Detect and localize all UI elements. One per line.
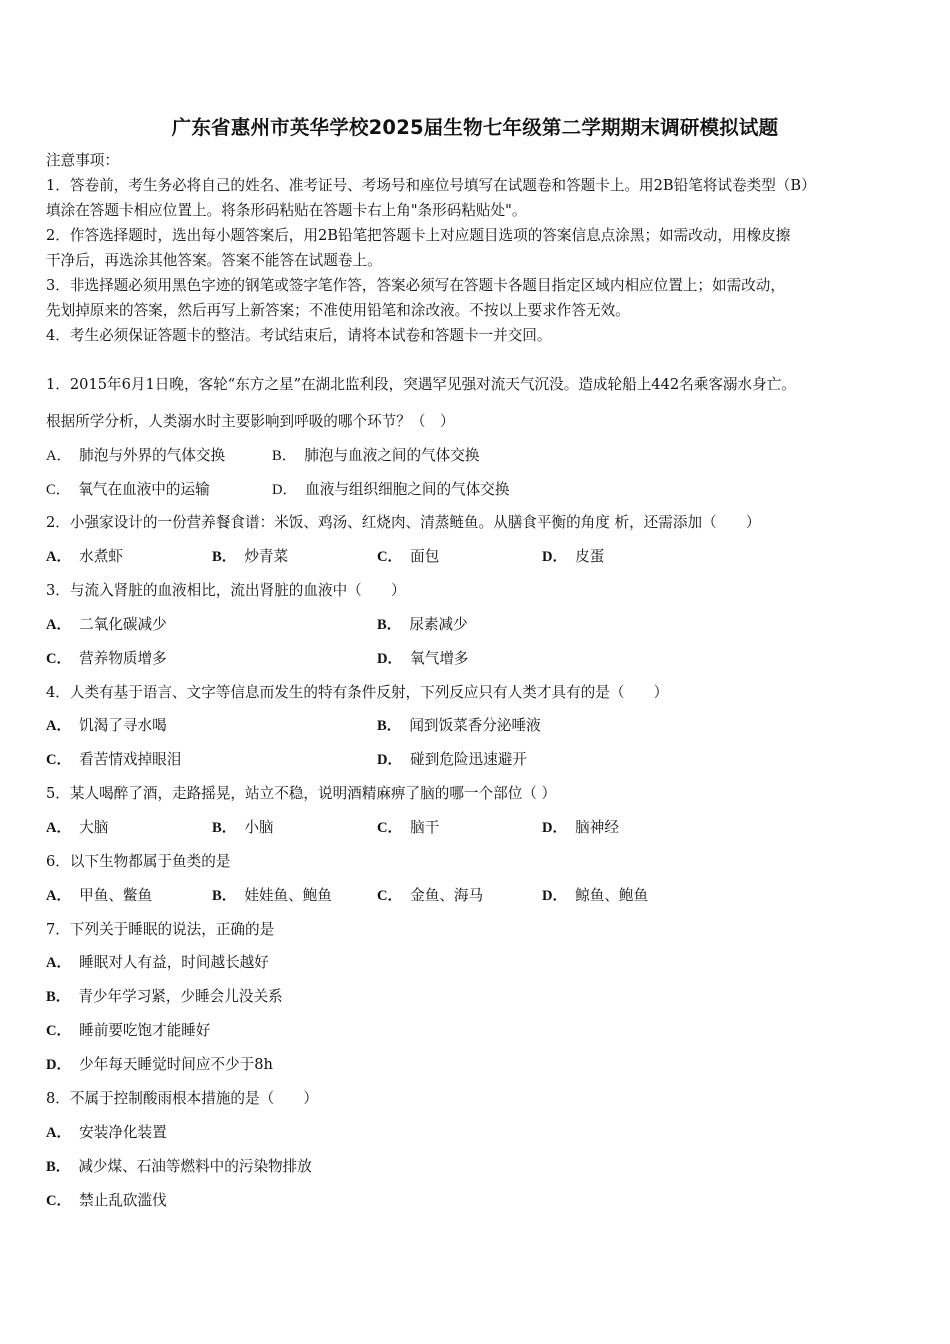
- option-text: 氧气在血液中的运输: [78, 481, 210, 498]
- option-text: 减少煤、石油等燃料中的污染物排放: [78, 1158, 312, 1175]
- question-1-option-a: [46, 446, 225, 466]
- notice-heading: 注意事项：: [46, 152, 119, 169]
- option-text: 血液与组织细胞之间的气体交换: [305, 481, 510, 498]
- option-letter: A．: [46, 955, 72, 971]
- option-letter: B．: [212, 820, 237, 836]
- option-text: 青少年学习紧，少睡会儿没关系: [78, 988, 283, 1005]
- option-text: 甲鱼、鳖鱼: [79, 887, 153, 904]
- question-7-option-b: [46, 987, 283, 1007]
- question-2-stem: 2．小强家设计的一份营养餐食谱：米饭、鸡汤、红烧肉、清蒸鲢鱼。从膳食平衡的角度 析，还需添加（ ）: [46, 514, 761, 531]
- option-text: 尿素减少: [409, 616, 468, 633]
- question-3-option-a: [46, 615, 167, 635]
- question-2-option-c: [377, 547, 439, 567]
- option-letter: D．: [46, 1057, 72, 1073]
- notice-line: 干净后，再选涂其他答案。答案不能答在试题卷上。: [46, 252, 382, 269]
- question-4-option-c: [46, 750, 181, 770]
- option-letter: D．: [377, 651, 403, 667]
- question-8-stem: 8．不属于控制酸雨根本措施的是（ ）: [46, 1090, 318, 1107]
- option-text: 碰到危险迅速避开: [410, 751, 527, 768]
- option-letter: A．: [46, 1125, 72, 1141]
- option-letter: C．: [377, 820, 403, 836]
- question-5-option-c: [377, 818, 439, 838]
- option-text: 小脑: [244, 819, 274, 836]
- option-text: 睡眠对人有益，时间越长越好: [79, 954, 269, 971]
- option-text: 饥渴了寻水喝: [79, 717, 167, 734]
- option-letter: A．: [46, 888, 72, 904]
- question-2-option-a: [46, 547, 123, 567]
- option-letter: D．: [542, 820, 568, 836]
- question-6-option-c: [377, 886, 483, 906]
- option-text: 娃娃鱼、鲍鱼: [244, 887, 332, 904]
- question-6-option-a: [46, 886, 152, 906]
- option-text: 氧气增多: [410, 650, 469, 667]
- option-letter: D．: [272, 482, 298, 498]
- question-4-option-d: [377, 750, 527, 770]
- notice-line: 填涂在答题卡相应位置上。将条形码粘贴在答题卡右上角"条形码粘贴处"。: [46, 202, 527, 219]
- option-text: 脑干: [410, 819, 440, 836]
- question-5-option-d: [542, 818, 619, 838]
- option-letter: B．: [212, 549, 237, 565]
- option-letter: B．: [377, 718, 402, 734]
- question-4-stem: 4．人类有基于语言、文字等信息而发生的特有条件反射，下列反应只有人类才具有的是（ ）: [46, 684, 669, 701]
- notice-line: 4．考生必须保证答题卡的整洁。考试结束后，请将本试卷和答题卡一并交回。: [46, 327, 552, 344]
- option-text: 少年每天睡觉时间应不少于8h: [79, 1056, 273, 1073]
- option-letter: C．: [46, 1193, 72, 1209]
- question-1-stem-cont: 根据所学分析，人类溺水时主要影响到呼吸的哪个环节？（ ）: [46, 413, 455, 430]
- notice-line: 先划掉原来的答案，然后再写上新答案；不准使用铅笔和涂改液。不按以上要求作答无效。: [46, 302, 630, 319]
- question-8-option-c: [46, 1191, 167, 1211]
- question-7-option-a: [46, 953, 269, 973]
- question-3-option-c: [46, 649, 167, 669]
- option-letter: C．: [377, 549, 403, 565]
- question-6-option-b: [212, 886, 332, 906]
- question-3-stem: 3．与流入肾脏的血液相比，流出肾脏的血液中（ ）: [46, 582, 406, 599]
- question-2-option-d: [542, 547, 604, 567]
- option-letter: D．: [542, 549, 568, 565]
- option-text: 看苦情戏掉眼泪: [79, 751, 182, 768]
- option-text: 禁止乱砍滥伐: [79, 1192, 167, 1209]
- option-letter: C．: [46, 1023, 72, 1039]
- option-letter: D．: [377, 752, 403, 768]
- question-8-option-b: [46, 1157, 312, 1177]
- question-6-option-d: [542, 886, 648, 906]
- option-letter: A．: [46, 448, 72, 464]
- option-text: 水煮虾: [79, 548, 123, 565]
- question-1-option-b: [272, 446, 479, 466]
- question-4-option-b: [377, 716, 541, 736]
- option-text: 安装净化装置: [79, 1124, 167, 1141]
- question-1-stem: 1．2015年6月1日晚，客轮“东方之星”在湖北监利段，突遇罕见强对流天气沉没。造成轮船上442名乘客溺水身亡。: [46, 376, 796, 393]
- option-letter: B．: [46, 989, 71, 1005]
- option-text: 肺泡与外界的气体交换: [79, 447, 226, 464]
- question-5-option-b: [212, 818, 274, 838]
- question-8-option-a: [46, 1123, 167, 1143]
- option-text: 闻到饭菜香分泌唾液: [409, 717, 541, 734]
- question-3-option-d: [377, 649, 469, 669]
- option-letter: B．: [46, 1159, 71, 1175]
- question-4-option-a: [46, 716, 167, 736]
- option-text: 肺泡与血液之间的气体交换: [304, 447, 480, 464]
- option-text: 面包: [410, 548, 440, 565]
- option-letter: B．: [272, 448, 297, 464]
- question-3-option-b: [377, 615, 468, 635]
- question-6-stem: 6．以下生物都属于鱼类的是: [46, 853, 231, 870]
- option-text: 脑神经: [575, 819, 619, 836]
- option-text: 睡前要吃饱才能睡好: [79, 1022, 211, 1039]
- question-7-stem: 7．下列关于睡眠的说法，正确的是: [46, 921, 275, 938]
- question-5-option-a: [46, 818, 108, 838]
- option-letter: C．: [377, 888, 403, 904]
- page-title: 广东省惠州市英华学校2025届生物七年级第二学期期末调研模拟试题: [171, 116, 779, 139]
- option-text: 皮蛋: [575, 548, 605, 565]
- question-2-option-b: [212, 547, 288, 567]
- option-letter: C．: [46, 651, 72, 667]
- option-text: 鲸鱼、鲍鱼: [575, 887, 649, 904]
- option-text: 二氧化碳减少: [79, 616, 167, 633]
- option-letter: A．: [46, 718, 72, 734]
- option-letter: B．: [377, 617, 402, 633]
- option-text: 营养物质增多: [79, 650, 167, 667]
- notice-line: 3．非选择题必须用黑色字迹的钢笔或签字笔作答，答案必须写在答题卡各题目指定区域内相应位置上；如需改动，: [46, 277, 785, 294]
- question-1-option-c: [46, 480, 210, 500]
- option-letter: A．: [46, 820, 72, 836]
- question-7-option-c: [46, 1021, 211, 1041]
- option-letter: A．: [46, 549, 72, 565]
- option-text: 大脑: [79, 819, 109, 836]
- notice-line: 2．作答选择题时，选出每小题答案后，用2B铅笔把答题卡上对应题目选项的答案信息点涂黑；如需改动，用橡皮擦: [46, 227, 791, 244]
- option-letter: C．: [46, 482, 71, 498]
- question-7-option-d: [46, 1055, 273, 1075]
- option-letter: D．: [542, 888, 568, 904]
- question-1-option-d: [272, 480, 509, 500]
- option-text: 炒青菜: [244, 548, 289, 565]
- option-letter: A．: [46, 617, 72, 633]
- question-5-stem: 5．某人喝醉了酒，走路摇晃，站立不稳，说明酒精麻痹了脑的哪一个部位（ ）: [46, 785, 557, 802]
- notice-line: 1．答卷前，考生务必将自己的姓名、准考证号、考场号和座位号填写在试题卷和答题卡上。用2B铅笔将试卷类型（B）: [46, 177, 816, 194]
- option-letter: C．: [46, 752, 72, 768]
- option-text: 金鱼、海马: [410, 887, 484, 904]
- option-letter: B．: [212, 888, 237, 904]
